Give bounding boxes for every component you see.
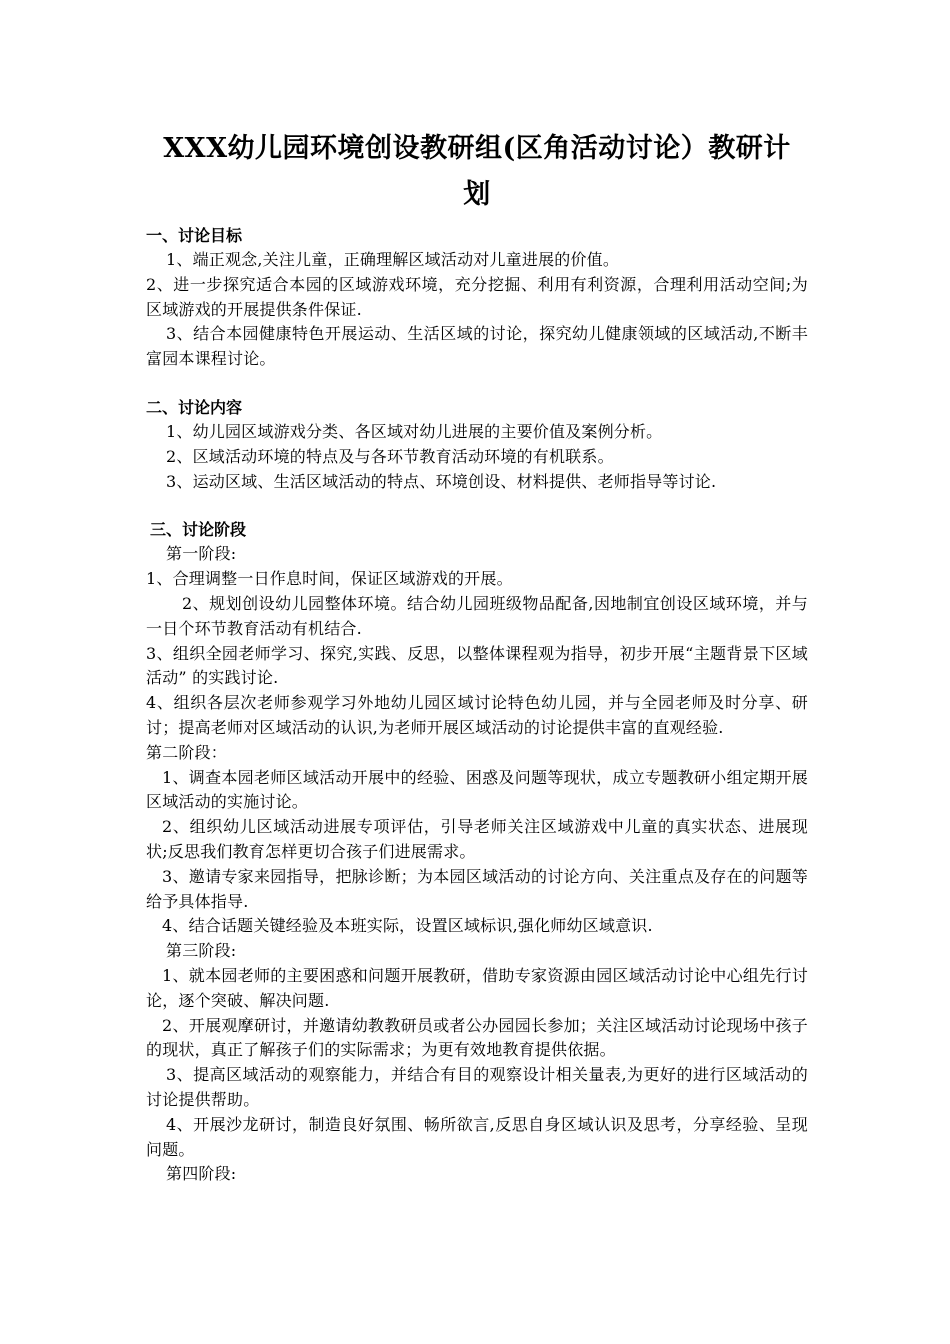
stage-1-item-4: 4、组织各层次老师参观学习外地幼儿园区域讨论特色幼儿园，并与全园老师及时分享、研讨；提高老师对区域活动的认识,为老师开展区域活动的讨论提供丰富的直观经验. (146, 693, 808, 737)
stage-2-item-1: 1、调查本园老师区域活动开展中的经验、困惑及问题等现状，成立专题教研小组定期开展区域活动的实施讨论。 (146, 767, 808, 812)
content-item-3: 3、运动区域、生活区域活动的特点、环境创设、材料提供、老师指导等讨论. (166, 471, 717, 491)
stage-3-item-2: 2、开展观摩研讨，并邀请幼教教研员或者公办园园长参加；关注区域活动讨论现场中孩子的现状，真正了解孩子们的实际需求；为更有效地教育提供依据。 (146, 1015, 808, 1060)
stage-2-item-2: 2、组织幼儿区域活动进展专项评估，引导老师关注区域游戏中儿童的真实状态、进展现状;反思我们教育怎样更切合孩子们进展需求。 (146, 817, 808, 861)
stage-2-item-4: 4、结合话题关键经验及本班实际，设置区域标识,强化师幼区域意识. (162, 916, 653, 936)
stage-3-item-1: 1、就本园老师的主要困惑和问题开展教研，借助专家资源由园区域活动讨论中心组先行讨论，逐个突破、解决问题. (146, 965, 808, 1010)
stage-3-label: 第三阶段: (166, 941, 237, 961)
stage-2-label: 第二阶段： (146, 742, 228, 762)
goal-item-3: 3、结合本园健康特色开展运动、生活区域的讨论，探究幼儿健康领域的区域活动,不断丰富园本课程讨论。 (146, 324, 808, 369)
stage-4-label: 第四阶段: (166, 1164, 237, 1184)
section-heading-stages: 三、讨论阶段 (150, 520, 247, 540)
content-item-1: 1、幼儿园区域游戏分类、各区域对幼儿进展的主要价值及案例分析。 (166, 421, 663, 441)
stage-1-item-1: 1、合理调整一日作息时间，保证区域游戏的开展。 (146, 569, 513, 589)
document-title (146, 126, 808, 218)
title-line-1: XXX幼儿园环境创设教研组(区角活动讨论）教研计 (163, 133, 791, 164)
stage-2-item-3: 3、邀请专家来园指导，把脉诊断；为本园区域活动的讨论方向、关注重点及存在的问题等给予具体指导. (146, 866, 808, 911)
stage-1-item-2: 2、规划创设幼儿园整体环境。结合幼儿园班级物品配备,因地制宜创设区域环境，并与一日个环节教育活动有机结合. (146, 593, 808, 638)
content-item-2: 2、区域活动环境的特点及与各环节教育活动环境的有机联系。 (166, 446, 614, 466)
stage-1-item-3: 3、组织全园老师学习、探究,实践、反思，以整体课程观为指导，初步开展“主题背景下区域活动” 的实践讨论. (146, 643, 808, 688)
goal-item-2: 2、进一步探究适合本园的区域游戏环境，充分挖掘、利用有利资源，合理利用活动空间;为区域游戏的开展提供条件保证. (146, 274, 808, 319)
spacer (146, 372, 808, 396)
section-heading-goals: 一、讨论目标 (146, 226, 243, 245)
section-heading-content: 二、讨论内容 (146, 397, 243, 417)
goal-item-1: 1、端正观念,关注儿童，正确理解区域活动对儿童进展的价值。 (166, 250, 620, 269)
document-page (146, 126, 808, 1187)
title-line-2: 划 (463, 179, 491, 210)
stage-3-item-4: 4、开展沙龙研讨，制造良好氛围、畅所欲言,反思自身区域认识及思考，分享经验、呈现问题。 (146, 1114, 808, 1159)
spacer (146, 494, 808, 518)
stage-1-label: 第一阶段: (166, 544, 237, 564)
stage-3-item-3: 3、提高区域活动的观察能力，并结合有目的观察设计相关量表,为更好的进行区域活动的讨论提供帮助。 (146, 1065, 808, 1109)
